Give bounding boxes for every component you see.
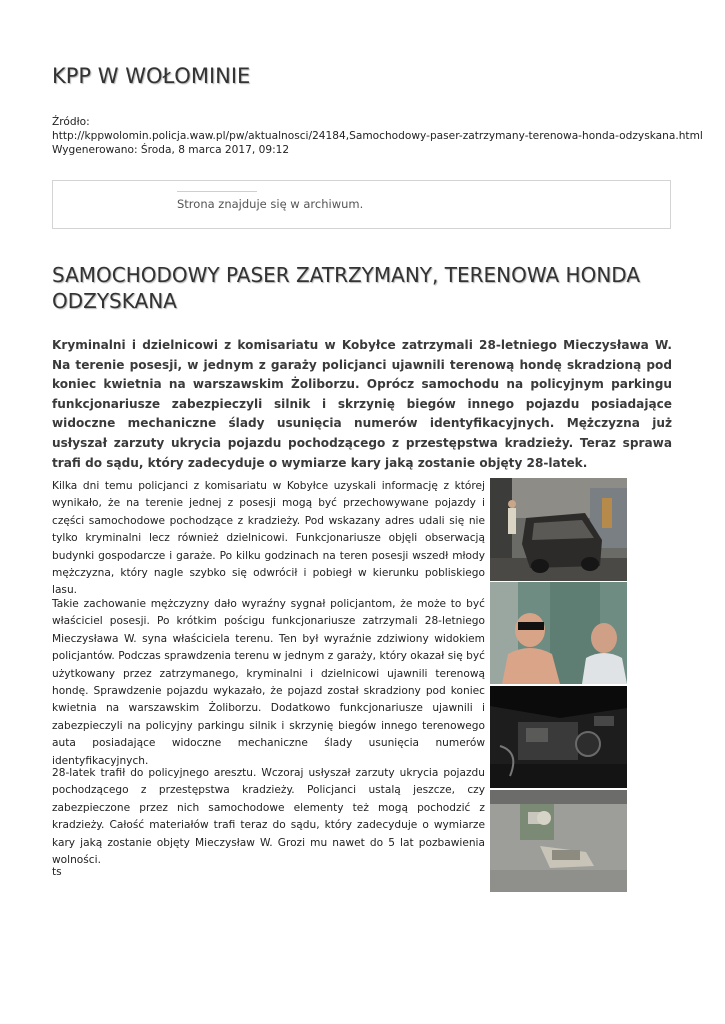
photo-engine-gearbox: [490, 790, 627, 892]
author-signature: ts: [52, 866, 62, 878]
article-lead: Kryminalni i dzielnicowi z komisariatu w Kobyłce zatrzymali 28-letniego Mieczysława W. Na terenie posesji, w jednym z garaży policjanci ujawnili terenową hondę skradzioną pod koniec kwietnia na warszawskim Żoliborzu. Oprócz samochodu na policyjnym parkingu funkcjonariusze zabezpieczyli silnik i skrzynię biegów innego pojazdu posiadające widoczne mechaniczne ślady usunięcia numerów identyfikacyjnych. Mężczyzna już usłyszał zarzuty ukrycia pojazdu pochodzącego z przestępstwa kradzieży. Teraz sprawa trafi do sądu, który zadecyduje o wymiarze kary jaką zostanie objęty 28-latek.: [52, 338, 672, 470]
archive-notice: Strona znajduje się w archiwum.: [177, 197, 364, 211]
photo-engine-bay: [490, 686, 627, 788]
source-url: http://kppwolomin.policja.waw.pl/pw/aktualnosci/24184,Samochodowy-paser-zatrzymany-terenowa-honda-odzyskana.html: [52, 130, 703, 142]
article-title: SAMOCHODOWY PASER ZATRZYMANY, TERENOWA HONDA ODZYSKANA: [52, 263, 641, 313]
article-paragraph: Takie zachowanie mężczyzny dało wyraźny sygnał policjantom, że może to być właściciel posesji. Po krótkim pościgu funkcjonariusze zatrzymali 28-letniego Mieczysława W. syna właściciela terenu. Ten był wyraźnie zdziwiony widokiem policjantów. Podczas sprawdzenia terenu w jednym z garaży, który okazał się być użytkowany przez zatrzymanego, kryminalni i dzielnicowi ujawnili terenową hondę. Sprawdzenie pojazdu wykazało, że pojazd został skradziony pod koniec kwietnia na warszawskim Żoliborzu. Dodatkowo funkcjonariusze ujawnili i zabezpieczyli na policyjny parkingu silnik i skrzynię biegów innego terenowego auta posiadające widoczne mechaniczne ślady usunięcia numerów identyfikacyjnych.: [52, 598, 485, 767]
photo-detained-man: [490, 582, 627, 684]
source-label: Źródło:: [52, 116, 90, 128]
generated-date: Wygenerowano: Środa, 8 marca 2017, 09:12: [52, 144, 290, 156]
document-meta: [52, 115, 703, 157]
article-paragraph: 28-latek trafił do policyjnego aresztu. Wczoraj usłyszał zarzuty ukrycia pojazdu pochodzącego z przestępstwa kradzieży. Policjanci ustalą jeszcze, czy zabezpieczone przez nich samochodowe elementy też mogą pochodzić z kradzieży. Całość materiałów trafi teraz do sądu, który zadecyduje o wymiarze kary jaką zostanie objęty Mieczysław W. Grozi mu nawet do 5 lat pozbawienia wolności.: [52, 767, 485, 867]
photo-car-workshop: [490, 478, 627, 581]
article-paragraph: Kilka dni temu policjanci z komisariatu w Kobyłce uzyskali informację z której wynikało, że na terenie jednej z posesji mogą być przechowywane pojazdy i części samochodowe pochodzące z kradzieży. Pod wskazany adres udali się nie tylko kryminalni lecz również dzielnicowi. Funkcjonariusze objęli obserwacją budynki gospodarcze i garaże. Po kilku godzinach na teren posesji wszedł młody mężczyzna, który nagle szybko się odwrócił i pobiegł w kierunku pobliskiego lasu.: [52, 480, 485, 597]
archive-divider: [177, 191, 257, 192]
archive-notice-box: [52, 180, 671, 229]
site-title: KPP W WOŁOMINIE: [52, 64, 251, 88]
